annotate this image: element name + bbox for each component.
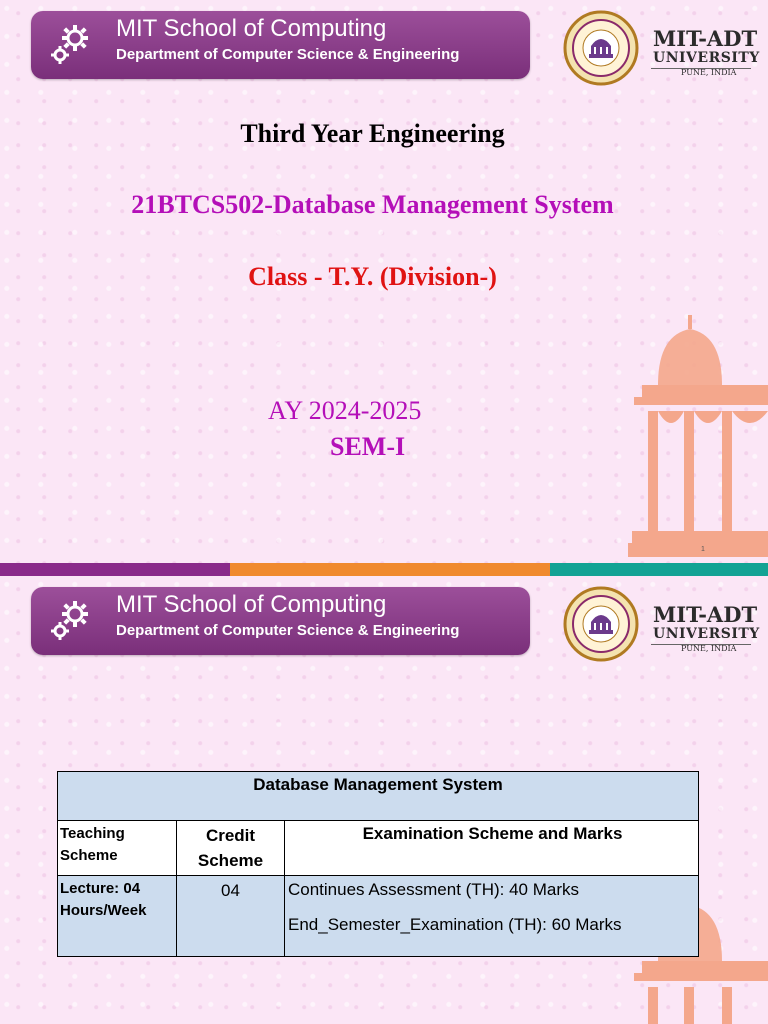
- course-title: 21BTCS502-Database Management System: [131, 190, 614, 219]
- department-name: Department of Computer Science & Engineering: [116, 46, 460, 63]
- dome-pavilion-icon: [628, 315, 768, 563]
- gears-icon: [49, 599, 93, 643]
- header-credit-scheme: Credit Scheme: [177, 821, 285, 876]
- logo-location: PUNE, INDIA: [681, 68, 737, 77]
- header-teaching-scheme: Teaching Scheme: [58, 821, 177, 876]
- exam-line-end-semester: End_Semester_Examination (TH): 60 Marks: [288, 915, 622, 934]
- logo-university: UNIVERSITY: [653, 50, 760, 66]
- university-logo: [563, 586, 763, 658]
- header-exam-scheme: Examination Scheme and Marks: [285, 821, 699, 876]
- header-banner: [31, 11, 530, 79]
- logo-name: MIT-ADT: [653, 26, 758, 51]
- gears-icon: [49, 23, 93, 67]
- semester: SEM-I: [330, 432, 406, 461]
- cell-credit: 04: [177, 876, 285, 957]
- cell-teaching: Lecture: 04 Hours/Week: [58, 876, 177, 957]
- divider-purple: [0, 563, 230, 576]
- divider-teal: [550, 563, 768, 576]
- table-header-row: [58, 821, 699, 876]
- department-name: Department of Computer Science & Engineering: [116, 622, 460, 639]
- logo-location: PUNE, INDIA: [681, 644, 737, 653]
- mit-university-seal-icon: [563, 586, 639, 662]
- divider-orange: [230, 563, 550, 576]
- header-banner: [31, 587, 530, 655]
- cell-exam: [285, 876, 699, 957]
- logo-name: MIT-ADT: [653, 602, 758, 627]
- university-logo: [563, 10, 763, 82]
- scheme-table: [57, 771, 699, 957]
- slide-divider: [0, 563, 768, 576]
- year-heading: Third Year Engineering: [240, 119, 505, 148]
- page-number: 1: [701, 546, 705, 553]
- school-name: MIT School of Computing: [116, 15, 387, 42]
- table-title: Database Management System: [58, 772, 699, 821]
- table-row: [58, 876, 699, 957]
- exam-line-continuous: Continues Assessment (TH): 40 Marks: [288, 880, 579, 899]
- academic-year: AY 2024-2025: [268, 396, 422, 425]
- class-division: Class - T.Y. (Division-): [248, 262, 497, 291]
- mit-university-seal-icon: [563, 10, 639, 86]
- slide-2: [0, 576, 768, 1024]
- school-name: MIT School of Computing: [116, 591, 387, 618]
- logo-university: UNIVERSITY: [653, 626, 760, 642]
- table-title-row: [58, 772, 699, 821]
